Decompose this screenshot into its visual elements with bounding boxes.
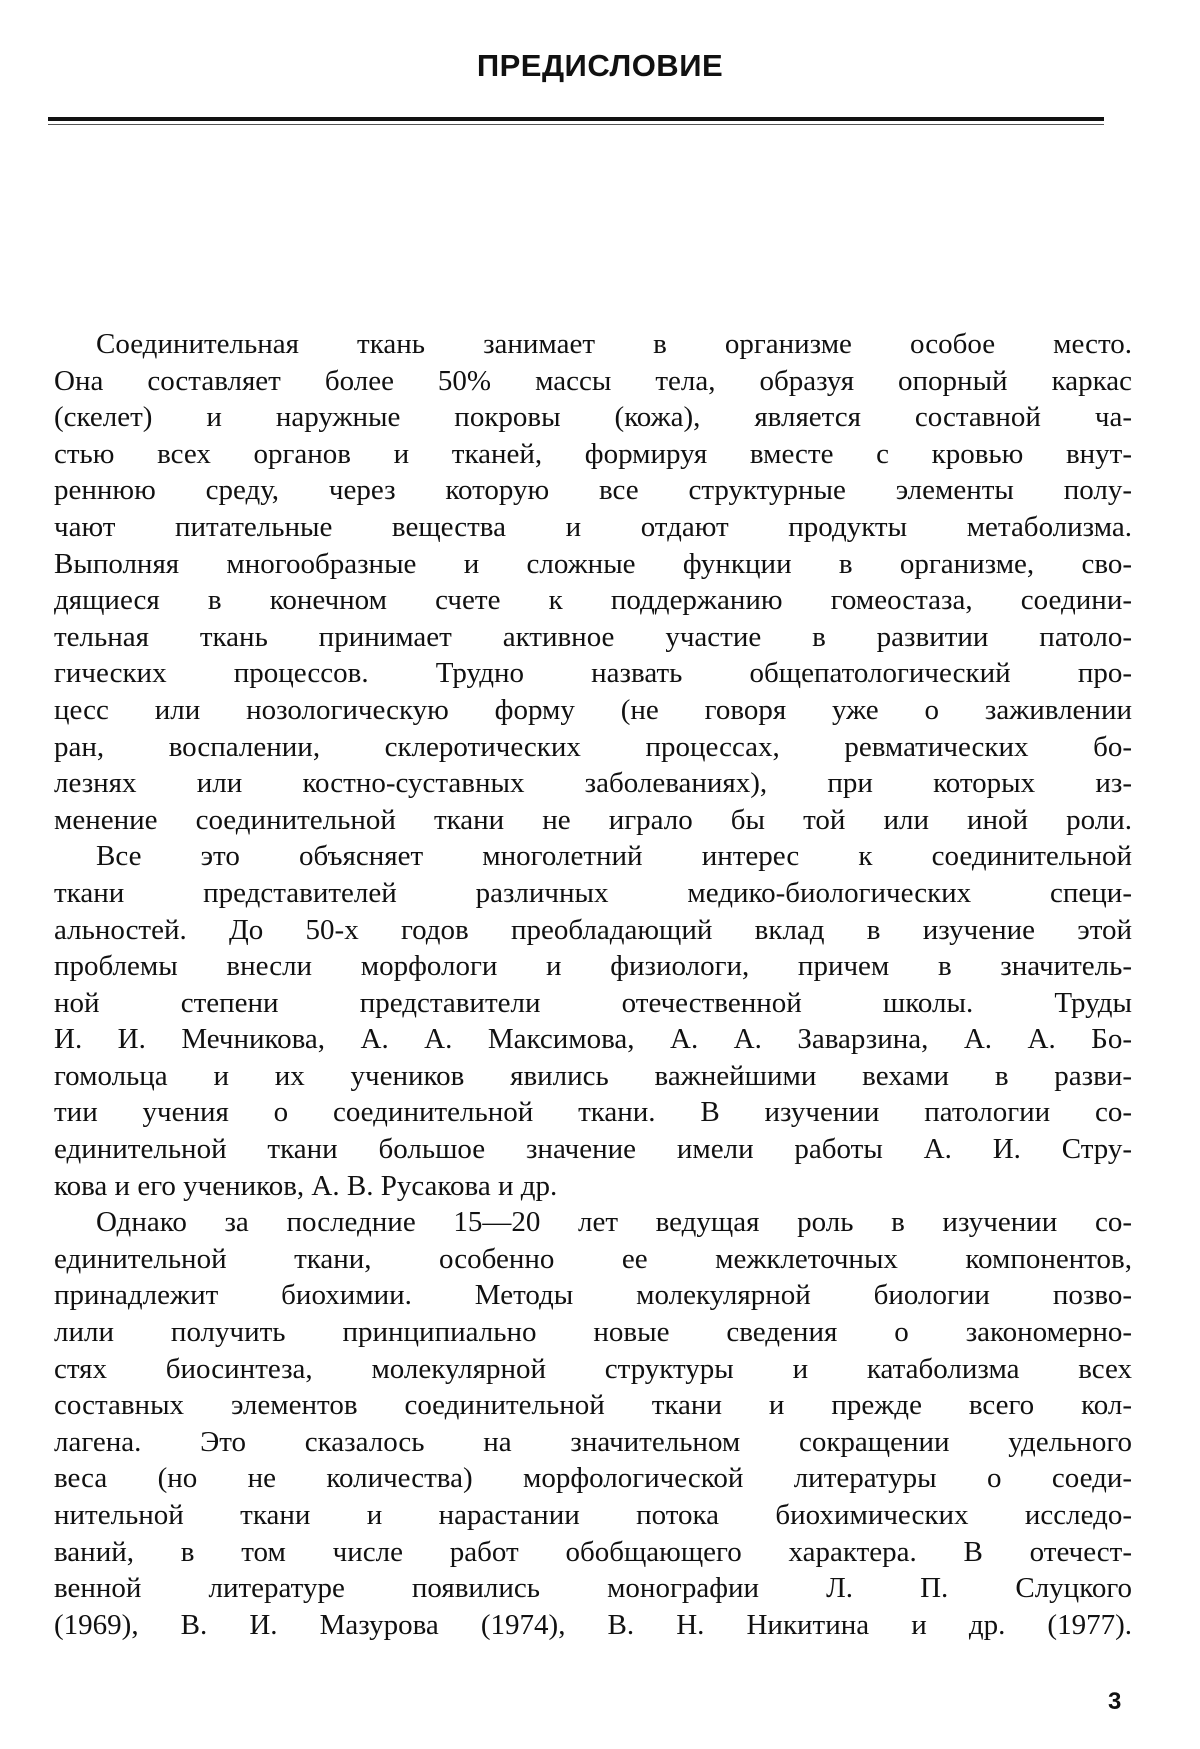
paragraph-2 <box>54 838 1132 1204</box>
text-line: Все это объясняет многолетний интерес к соединительной <box>96 840 1132 873</box>
text-line: Соединительная ткань занимает в организме особое место. <box>96 328 1132 360</box>
text-line: менение соединительной ткани не играло бы той или иной роли. <box>54 803 1132 836</box>
text-line: Выполняя многообразные и сложные функции в организме, сво- <box>54 547 1132 580</box>
text-line: единительной ткани, особенно ее межклеточных компонентов, <box>54 1242 1132 1275</box>
text-line: проблемы внесли морфологи и физиологи, причем в значитель- <box>54 950 1132 983</box>
text-line: нительной ткани и нарастании потока биохимических исследо- <box>54 1499 1132 1531</box>
text-line: дящиеся в конечном счете к поддержанию гомеостаза, соедини- <box>54 584 1132 617</box>
text-line: стях биосинтеза, молекулярной структуры и катаболизма всех <box>54 1352 1132 1385</box>
text-line: принадлежит биохимии. Методы молекулярной биологии позво- <box>54 1279 1132 1312</box>
text-line: (скелет) и наружные покровы (кожа), является составной ча- <box>54 401 1132 434</box>
page-title: ПРЕДИСЛОВИЕ <box>476 48 724 83</box>
text-line: составных элементов соединительной ткани и прежде всего кол- <box>54 1389 1132 1422</box>
text-line: стью всех органов и тканей, формируя вместе с кровью внут- <box>54 437 1132 470</box>
text-line: ткани представителей различных медико-биологических специ- <box>54 876 1132 909</box>
paragraph-3 <box>54 1204 1132 1643</box>
text-line: гомольца и их учеников явились важнейшими вехами в разви- <box>54 1059 1132 1092</box>
text-line: реннюю среду, через которую все структурные элементы полу- <box>54 474 1132 507</box>
text-line: лили получить принципиально новые сведения о закономерно- <box>54 1316 1132 1349</box>
text-line: (1969), В. И. Мазурова (1974), В. Н. Никитина и др. (1977). <box>54 1608 1132 1641</box>
text-line: ной степени представители отечественной школы. Труды <box>54 986 1132 1019</box>
text-line: единительной ткани большое значение имели работы А. И. Стру- <box>54 1133 1132 1166</box>
text-line: тии учения о соединительной ткани. В изучении патологии со- <box>54 1096 1132 1129</box>
text-line: веса (но не количества) морфологической литературы о соеди- <box>54 1462 1132 1495</box>
text-line: Однако за последние 15—20 лет ведущая роль в изучении со- <box>96 1206 1132 1239</box>
text-line: ран, воспалении, склеротических процессах, ревматических бо- <box>54 730 1132 763</box>
text-line: альностей. До 50-х годов преобладающий вклад в изучение этой <box>54 913 1132 946</box>
text-line: лагена. Это сказалось на значительном сокращении удельного <box>54 1425 1132 1458</box>
header-rule-thin <box>48 124 1104 125</box>
text-line: цесс или нозологическую форму (не говоря уже о заживлении <box>54 693 1132 726</box>
paragraph-1 <box>54 326 1132 838</box>
text-line: кова и его учеников, А. В. Русакова и др. <box>54 1169 558 1202</box>
text-line: тельная ткань принимает активное участие в развитии патоло- <box>54 620 1132 653</box>
text-line: И. И. Мечникова, А. А. Максимова, А. А. Заварзина, А. А. Бо- <box>54 1023 1132 1056</box>
text-line: венной литературе появились монографии Л. П. Слуцкого <box>54 1572 1132 1605</box>
text-line: чают питательные вещества и отдают продукты метаболизма. <box>54 510 1132 543</box>
body-text <box>54 326 1132 1643</box>
page-number: 3 <box>1108 1688 1122 1715</box>
text-line: Она составляет более 50% массы тела, образуя опорный каркас <box>54 364 1132 397</box>
text-line: ваний, в том числе работ обобщающего характера. В отечест- <box>54 1535 1132 1568</box>
header-rule <box>48 117 1104 121</box>
text-line: гических процессов. Трудно назвать общепатологический про- <box>54 657 1132 690</box>
text-line: лезнях или костно-суставных заболеваниях), при которых из- <box>54 767 1132 800</box>
